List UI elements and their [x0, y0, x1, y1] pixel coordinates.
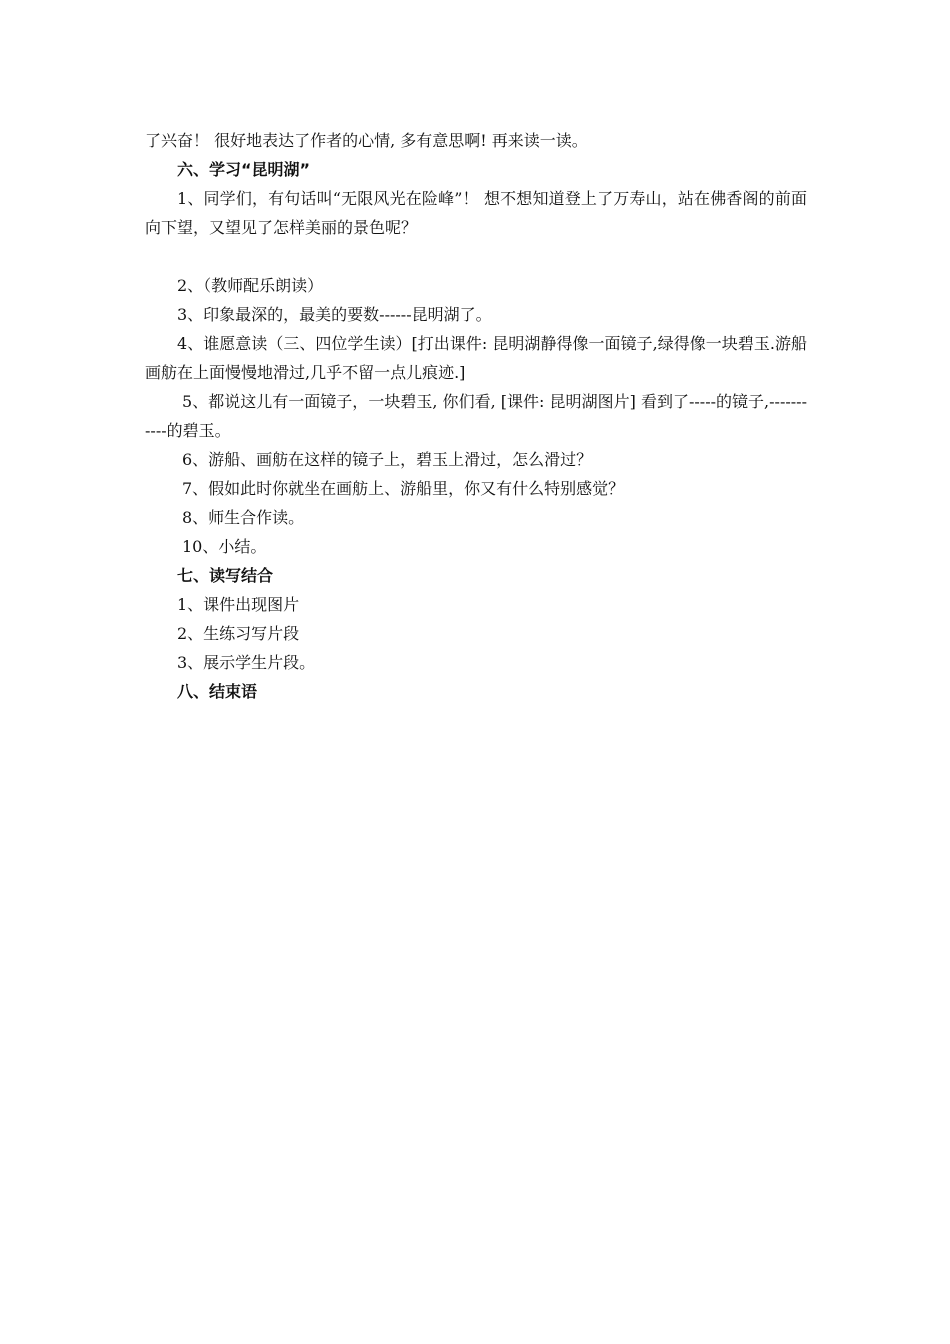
- section-heading-eight: 八、结束语: [177, 682, 258, 701]
- paragraph-item-2: 2、（教师配乐朗读）: [177, 276, 324, 295]
- list-item-3: 3、展示学生片段。: [177, 653, 316, 672]
- paragraph-item-7: 7、假如此时你就坐在画舫上、游船里，你又有什么特别感觉？: [182, 479, 625, 498]
- section-heading-six: 六、学习“昆明湖”: [177, 160, 311, 179]
- list-item-1: 1、课件出现图片: [177, 595, 300, 614]
- blank-line: [145, 242, 807, 271]
- paragraph-item-5: 5、都说这儿有一面镜子，一块碧玉, 你们看, [课件: 昆明湖图片] 看到了-----的镜子,-----------的碧玉。: [145, 392, 807, 440]
- paragraph-item-3: 3、印象最深的，最美的要数------昆明湖了。: [177, 305, 492, 324]
- document-body: [145, 126, 807, 706]
- section-heading-seven: 七、读写结合: [177, 566, 274, 585]
- paragraph-item-10: 10、小结。: [182, 537, 267, 556]
- paragraph-item-6: 6、游船、画舫在这样的镜子上，碧玉上滑过，怎么滑过？: [182, 450, 593, 469]
- list-item-2: 2、生练习写片段: [177, 624, 300, 643]
- paragraph-item-4: 4、谁愿意读（三、四位学生读）[打出课件: 昆明湖静得像一面镜子,绿得像一块碧玉.游船画舫在上面慢慢地滑过,几乎不留一点儿痕迹.]: [145, 334, 807, 382]
- paragraph-item-8: 8、师生合作读。: [182, 508, 305, 527]
- paragraph-item-1: 1、同学们，有句话叫“无限风光在险峰”！ 想不想知道登上了万寿山，站在佛香阁的前面向下望，又望见了怎样美丽的景色呢？: [145, 189, 807, 237]
- text-line-continuation: 了兴奋！ 很好地表达了作者的心情, 多有意思啊! 再来读一读。: [145, 131, 588, 150]
